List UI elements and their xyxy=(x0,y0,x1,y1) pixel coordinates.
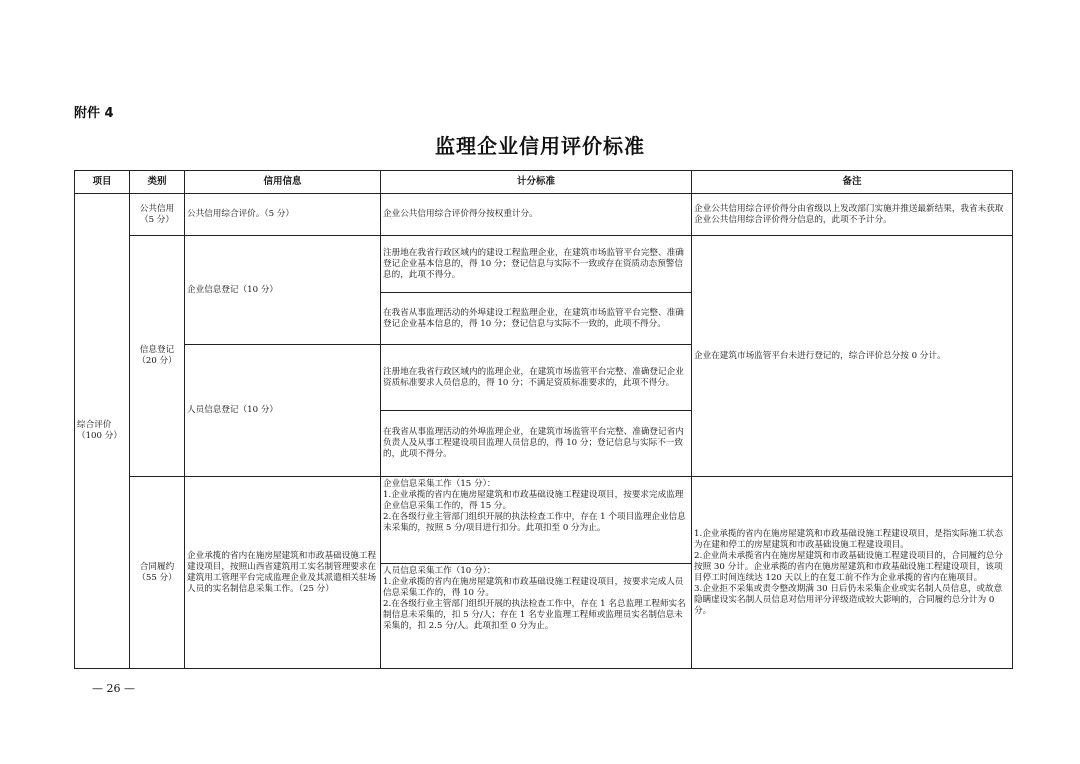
credit-info-cell: 企业信息登记（10 分） xyxy=(185,236,381,345)
header-category: 类别 xyxy=(130,171,185,194)
remark-cell: 1.企业承揽的省内在施房屋建筑和市政基础设施工程建设项目，是指实际施工状态为在建和停工的房屋建筑和市政基础设施工程建设项目。 2.企业尚未承揽省内在施房屋建筑和市政基础设施工程建设项目的，合同履约总分按照 30 分计。企业承揽的省内在施房屋建筑和市政基础设施工程建设项目，该项目停工时间连续达 120 天以上的在复工前不作为企业承揽的省内在施项目。 3.企业拒不采集或责令整改期满 30 日后仍未采集企业或实名制人员信息，或故意隐瞒虚设实名制人员信息对信用评分评级造成较大影响的，合同履约总分计为 0 分。 xyxy=(692,477,1013,669)
standard-cell: 在我省从事监理活动的外埠监理企业，在建筑市场监管平台完整、准确登记省内负责人及从事工程建设项目监理人员信息的，得 10 分；登记信息与实际不一致的，此项不得分。 xyxy=(381,411,692,477)
table-row xyxy=(75,194,1013,236)
remark-cell: 企业在建筑市场监管平台未进行登记的，综合评价总分按 0 分计。 xyxy=(692,236,1013,477)
standard-person-collection: 人员信息采集工作（10 分）： 1.企业承揽的省内在施房屋建筑和市政基础设施工程建设项目，按要求完成人员信息采集工作的，得 10 分。 2.在各级行业主管部门组织开展的执法检查工作中，存在 1 名总监理工程师实名制信息未采集的，扣 5 分/人；存在 1 名专业监理工程师或监理员实名制信息未采集的，扣 2.5 分/人。此项扣至 0 分为止。 xyxy=(383,566,686,631)
table-header-row xyxy=(75,171,1013,194)
standard-cell: 注册地在我省行政区域内的监理企业，在建筑市场监管平台完整、准确登记企业资质标准要求人员信息的，得 10 分；不满足资质标准要求的，此项不得分。 xyxy=(381,345,692,411)
remark-cell: 企业公共信用综合评价得分由省级以上发改部门实施并推送最新结果，我省未获取企业公共信用综合评价得分信息的，此项不予计分。 xyxy=(692,194,1013,236)
standard-cell: 企业公共信用综合评价得分按权重计分。 xyxy=(381,194,692,236)
header-project: 项目 xyxy=(75,171,130,194)
category-cell: 公共信用 （5 分） xyxy=(130,194,185,236)
credit-info-cell: 公共信用综合评价。（5 分） xyxy=(185,194,381,236)
credit-info-cell: 人员信息登记（10 分） xyxy=(185,345,381,477)
standard-cell: 在我省从事监理活动的外埠建设工程监理企业，在建筑市场监管平台完整、准确登记企业基本信息的，得 10 分；登记信息与实际不一致的，此项不得分。 xyxy=(381,293,692,345)
document-title: 监理企业信用评价标准 xyxy=(435,134,645,158)
standard-cell xyxy=(381,477,692,669)
table-row xyxy=(75,477,1013,669)
page-number: — 26 — xyxy=(92,682,135,695)
category-cell: 合同履约 （55 分） xyxy=(130,477,185,669)
project-cell: 综合评价 （100 分） xyxy=(75,194,130,669)
header-credit-info: 信用信息 xyxy=(185,171,381,194)
standard-company-collection: 企业信息采集工作（15 分）： 1.企业承揽的省内在施房屋建筑和市政基础设施工程建设项目，按要求完成监理企业信息采集工作的，得 15 分。 2.在各级行业主管部门组织开展的执法检查工作中，存在 1 个项目监理企业信息未采集的，按照 5 分/项目进行扣分。此项扣至 0 分为止。 xyxy=(381,477,691,564)
credit-info-cell: 企业承揽的省内在施房屋建筑和市政基础设施工程建设项目，按照山西省建筑用工实名制管理要求在建筑用工管理平台完成监理企业及其派遣相关驻场人员的实名制信息采集工作。（25 分） xyxy=(185,477,381,669)
table-row xyxy=(75,236,1013,293)
credit-evaluation-table xyxy=(74,170,1013,669)
category-cell: 信息登记 （20 分） xyxy=(130,236,185,477)
attachment-label: 附件 4 xyxy=(74,106,114,121)
standard-cell: 注册地在我省行政区域内的建设工程监理企业，在建筑市场监管平台完整、准确登记企业基本信息的，得 10 分；登记信息与实际不一致或存在资质动态预警信息的，此项不得分。 xyxy=(381,236,692,293)
header-remarks: 备注 xyxy=(692,171,1013,194)
header-scoring-standard: 计分标准 xyxy=(381,171,692,194)
